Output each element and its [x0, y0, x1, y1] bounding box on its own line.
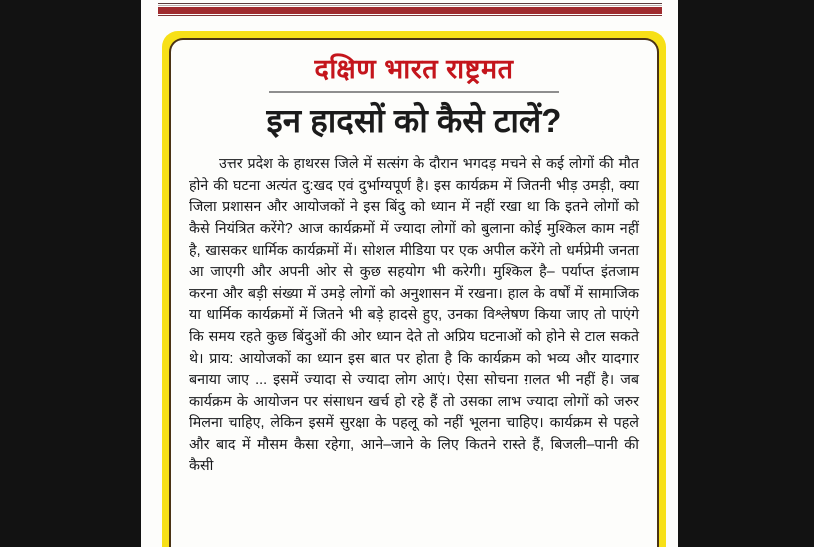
newspaper-masthead: दक्षिण भारत राष्ट्रमत — [314, 54, 514, 84]
article-body-text: उत्तर प्रदेश के हाथरस जिले में सत्संग के दौरान भगदड़ मचने से कई लोगों की मौत होने की घटना अत्यंत दु:खद एवं दुर्भाग्यपूर्ण है। इस कार्यक्रम में जितनी भीड़ उमड़ी, क्या जिला प्रशासन और आयोजकों ने इस बिंदु को ध्यान में नहीं रखा था कि इतने लोगों को कैसे नियंत्रित करेंगे? आज कार्यक्रमों में ज्यादा लोगों को बुलाना कोई मुश्किल काम नहीं है, खासकर धार्मिक कार्यक्रमों में। सोशल मीडिया पर एक अपील करेंगे तो धर्मप्रेमी जनता आ जाएगी और अपनी ओर से कुछ सहयोग भी करेगी। मुश्किल है– पर्याप्त इंतजाम करना और बड़ी संख्या में उमड़े लोगों को अनुशासन में रखना। हाल के वर्षों में सामाजिक या धार्मिक कार्यक्रमों में जितने भी बड़े हादसे हुए, उनका विश्लेषण किया जाए तो पाएंगे कि समय रहते कुछ बिंदुओं की ओर ध्यान देते तो अप्रिय घटनाओं को होने से टाल सकते थे। प्राय: आयोजकों का ध्यान इस बात पर होता है कि कार्यक्रम को भव्य और यादगार बनाया जाए ... इसमें ज्यादा से ज्यादा लोग आएं। ऐसा सोचना ग़लत भी नहीं है। जब कार्यक्रम के आयोजन पर संसाधन खर्च हो रहे हैं तो उसका लाभ ज्यादा लोगों को जरुर मिलना चाहिए, लेकिन इसमें सुरक्षा के पहलू को नहीं भूलना चाहिए। कार्यक्रम से पहले और बाद में मौसम कैसा रहेगा, आने–जाने के लिए कितने रास्ते हैं, बिजली–पानी की कैसी — [189, 156, 639, 475]
masthead-divider — [269, 91, 559, 93]
article-yellow-frame — [162, 31, 666, 547]
left-letterbox-bar — [0, 0, 141, 547]
top-thin-rule — [158, 5, 662, 6]
right-letterbox-bar — [678, 0, 814, 547]
top-red-rule — [158, 7, 662, 14]
top-underline-rule — [158, 15, 662, 16]
top-hairline-rule — [158, 3, 662, 4]
article-card — [169, 38, 659, 547]
newspaper-page — [141, 0, 678, 547]
article-headline: इन हादसों को कैसे टालें? — [266, 102, 562, 140]
